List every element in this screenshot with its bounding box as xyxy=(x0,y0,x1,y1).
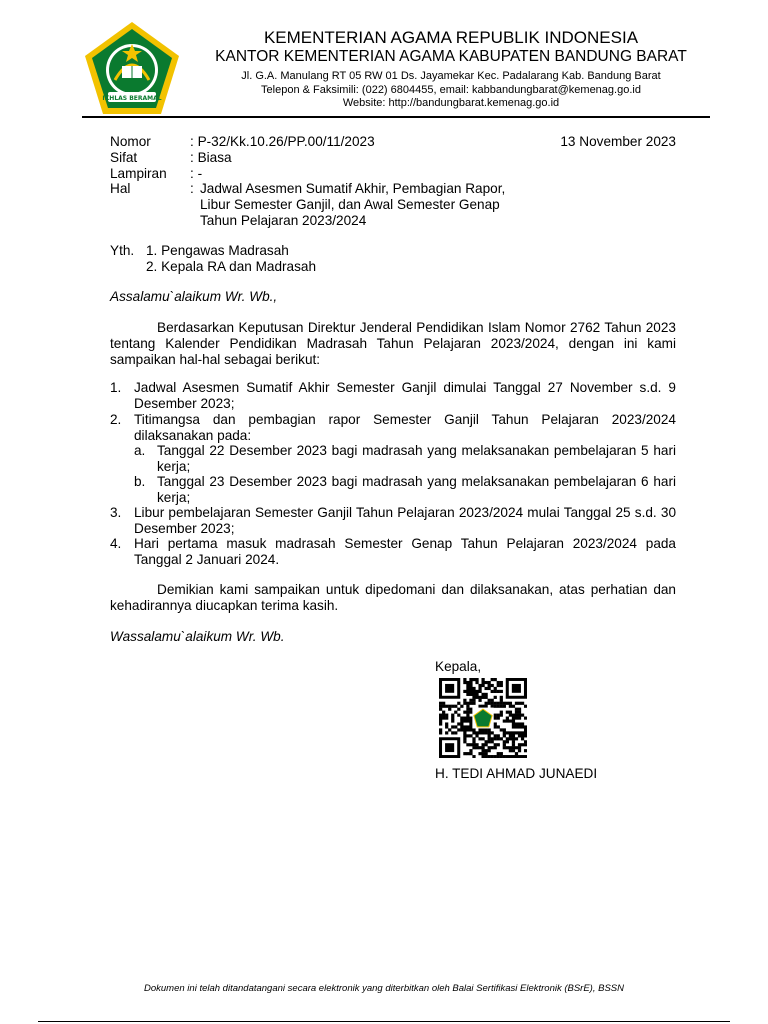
office-contact xyxy=(195,70,707,111)
hal-value: Jadwal Asesmen Sumatif Akhir, Pembagian Rapor, Libur Semester Ganjil, dan Awal Semester Genap Tahun Pelajaran 2023/2024 xyxy=(200,181,506,228)
office-name: KANTOR KEMENTERIAN AGAMA KABUPATEN BANDUNG BARAT xyxy=(215,48,687,65)
ministry-name: KEMENTERIAN AGAMA REPUBLIK INDONESIA xyxy=(263,28,639,47)
recipient-item: 1. Pengawas Madrasah xyxy=(146,243,289,258)
lampiran-label: Lampiran xyxy=(110,166,167,181)
intro-paragraph: Berdasarkan Keputusan Direktur Jenderal Pendidikan Islam Nomor 2762 Tahun 2023 tentang Kalender Pendidikan Madrasah Tahun Pelajaran 2023/2024, dengan ini kami sampaikan hal-hal sebagai berikut: xyxy=(110,320,676,367)
yth-label: Yth. xyxy=(110,243,135,258)
sifat-value: : Biasa xyxy=(190,150,232,165)
office-phone-email: Telepon & Faksimili: (022) 6804455, email: kabbandungbarat@kemenag.go.id xyxy=(261,83,641,96)
qr-code xyxy=(439,678,527,758)
lampiran-value: : - xyxy=(190,166,203,181)
subpoint-text: Tanggal 23 Desember 2023 bagi madrasah yang melaksanakan pembelajaran 6 hari kerja; xyxy=(157,474,676,505)
letterhead-divider xyxy=(82,116,710,118)
office-address: Jl. G.A. Manulang RT 05 RW 01 Ds. Jayamekar Kec. Padalarang Kab. Bandung Barat xyxy=(241,70,661,82)
nomor-label: Nomor xyxy=(110,134,151,149)
subpoint-text: Tanggal 22 Desember 2023 bagi madrasah yang melaksanakan pembelajaran 5 hari kerja; xyxy=(157,443,676,474)
point-text: Titimangsa dan pembagian rapor Semester Ganjil Tahun Pelajaran 2023/2024 dilaksanakan pada: xyxy=(134,412,676,443)
opening-greeting: Assalamu`alaikum Wr. Wb., xyxy=(110,289,278,304)
office-website: Website: http://bandungbarat.kemenag.go.id xyxy=(342,97,560,109)
signatory-title: Kepala, xyxy=(435,659,482,674)
closing-paragraph: Demikian kami sampaikan untuk dipedomani dan dilaksanakan, atas perhatian dan kehadirannya diucapkan terima kasih. xyxy=(110,582,676,613)
point-text: Hari pertama masuk madrasah Semester Genap Tahun Pelajaran 2023/2024 pada Tanggal 2 Januari 2024. xyxy=(134,536,676,567)
hal-colon: : xyxy=(190,181,194,196)
letter-date: 13 November 2023 xyxy=(560,134,676,149)
recipient-item: 2. Kepala RA dan Madrasah xyxy=(146,258,317,274)
point-number: 1. xyxy=(110,380,122,395)
sifat-label: Sifat xyxy=(110,150,138,165)
subpoint-letter: a. xyxy=(134,443,146,458)
svg-text:IKHLAS BERAMAL: IKHLAS BERAMAL xyxy=(102,95,162,102)
footer-note: Dokumen ini telah ditandatangani secara elektronik yang diterbitkan oleh Balai Sertifikasi Elektronik (BSrE), BSSN xyxy=(144,983,624,994)
point-number: 4. xyxy=(110,536,122,551)
point-text: Libur pembelajaran Semester Ganjil Tahun Pelajaran 2023/2024 mulai Tanggal 25 s.d. 30 Desember 2023; xyxy=(134,505,676,536)
nomor-value: : P-32/Kk.10.26/PP.00/11/2023 xyxy=(190,134,375,149)
ministry-logo xyxy=(82,20,182,120)
hal-label: Hal xyxy=(110,181,131,196)
closing-greeting: Wassalamu`alaikum Wr. Wb. xyxy=(110,629,285,644)
signatory-name: H. TEDI AHMAD JUNAEDI xyxy=(435,766,598,781)
footer-divider xyxy=(38,1021,730,1022)
recipient-list xyxy=(146,243,316,275)
point-number: 3. xyxy=(110,505,122,520)
point-text: Jadwal Asesmen Sumatif Akhir Semester Ganjil dimulai Tanggal 27 November s.d. 9 Desember 2023; xyxy=(134,380,676,411)
subpoint-letter: b. xyxy=(134,474,146,489)
point-number: 2. xyxy=(110,412,122,427)
